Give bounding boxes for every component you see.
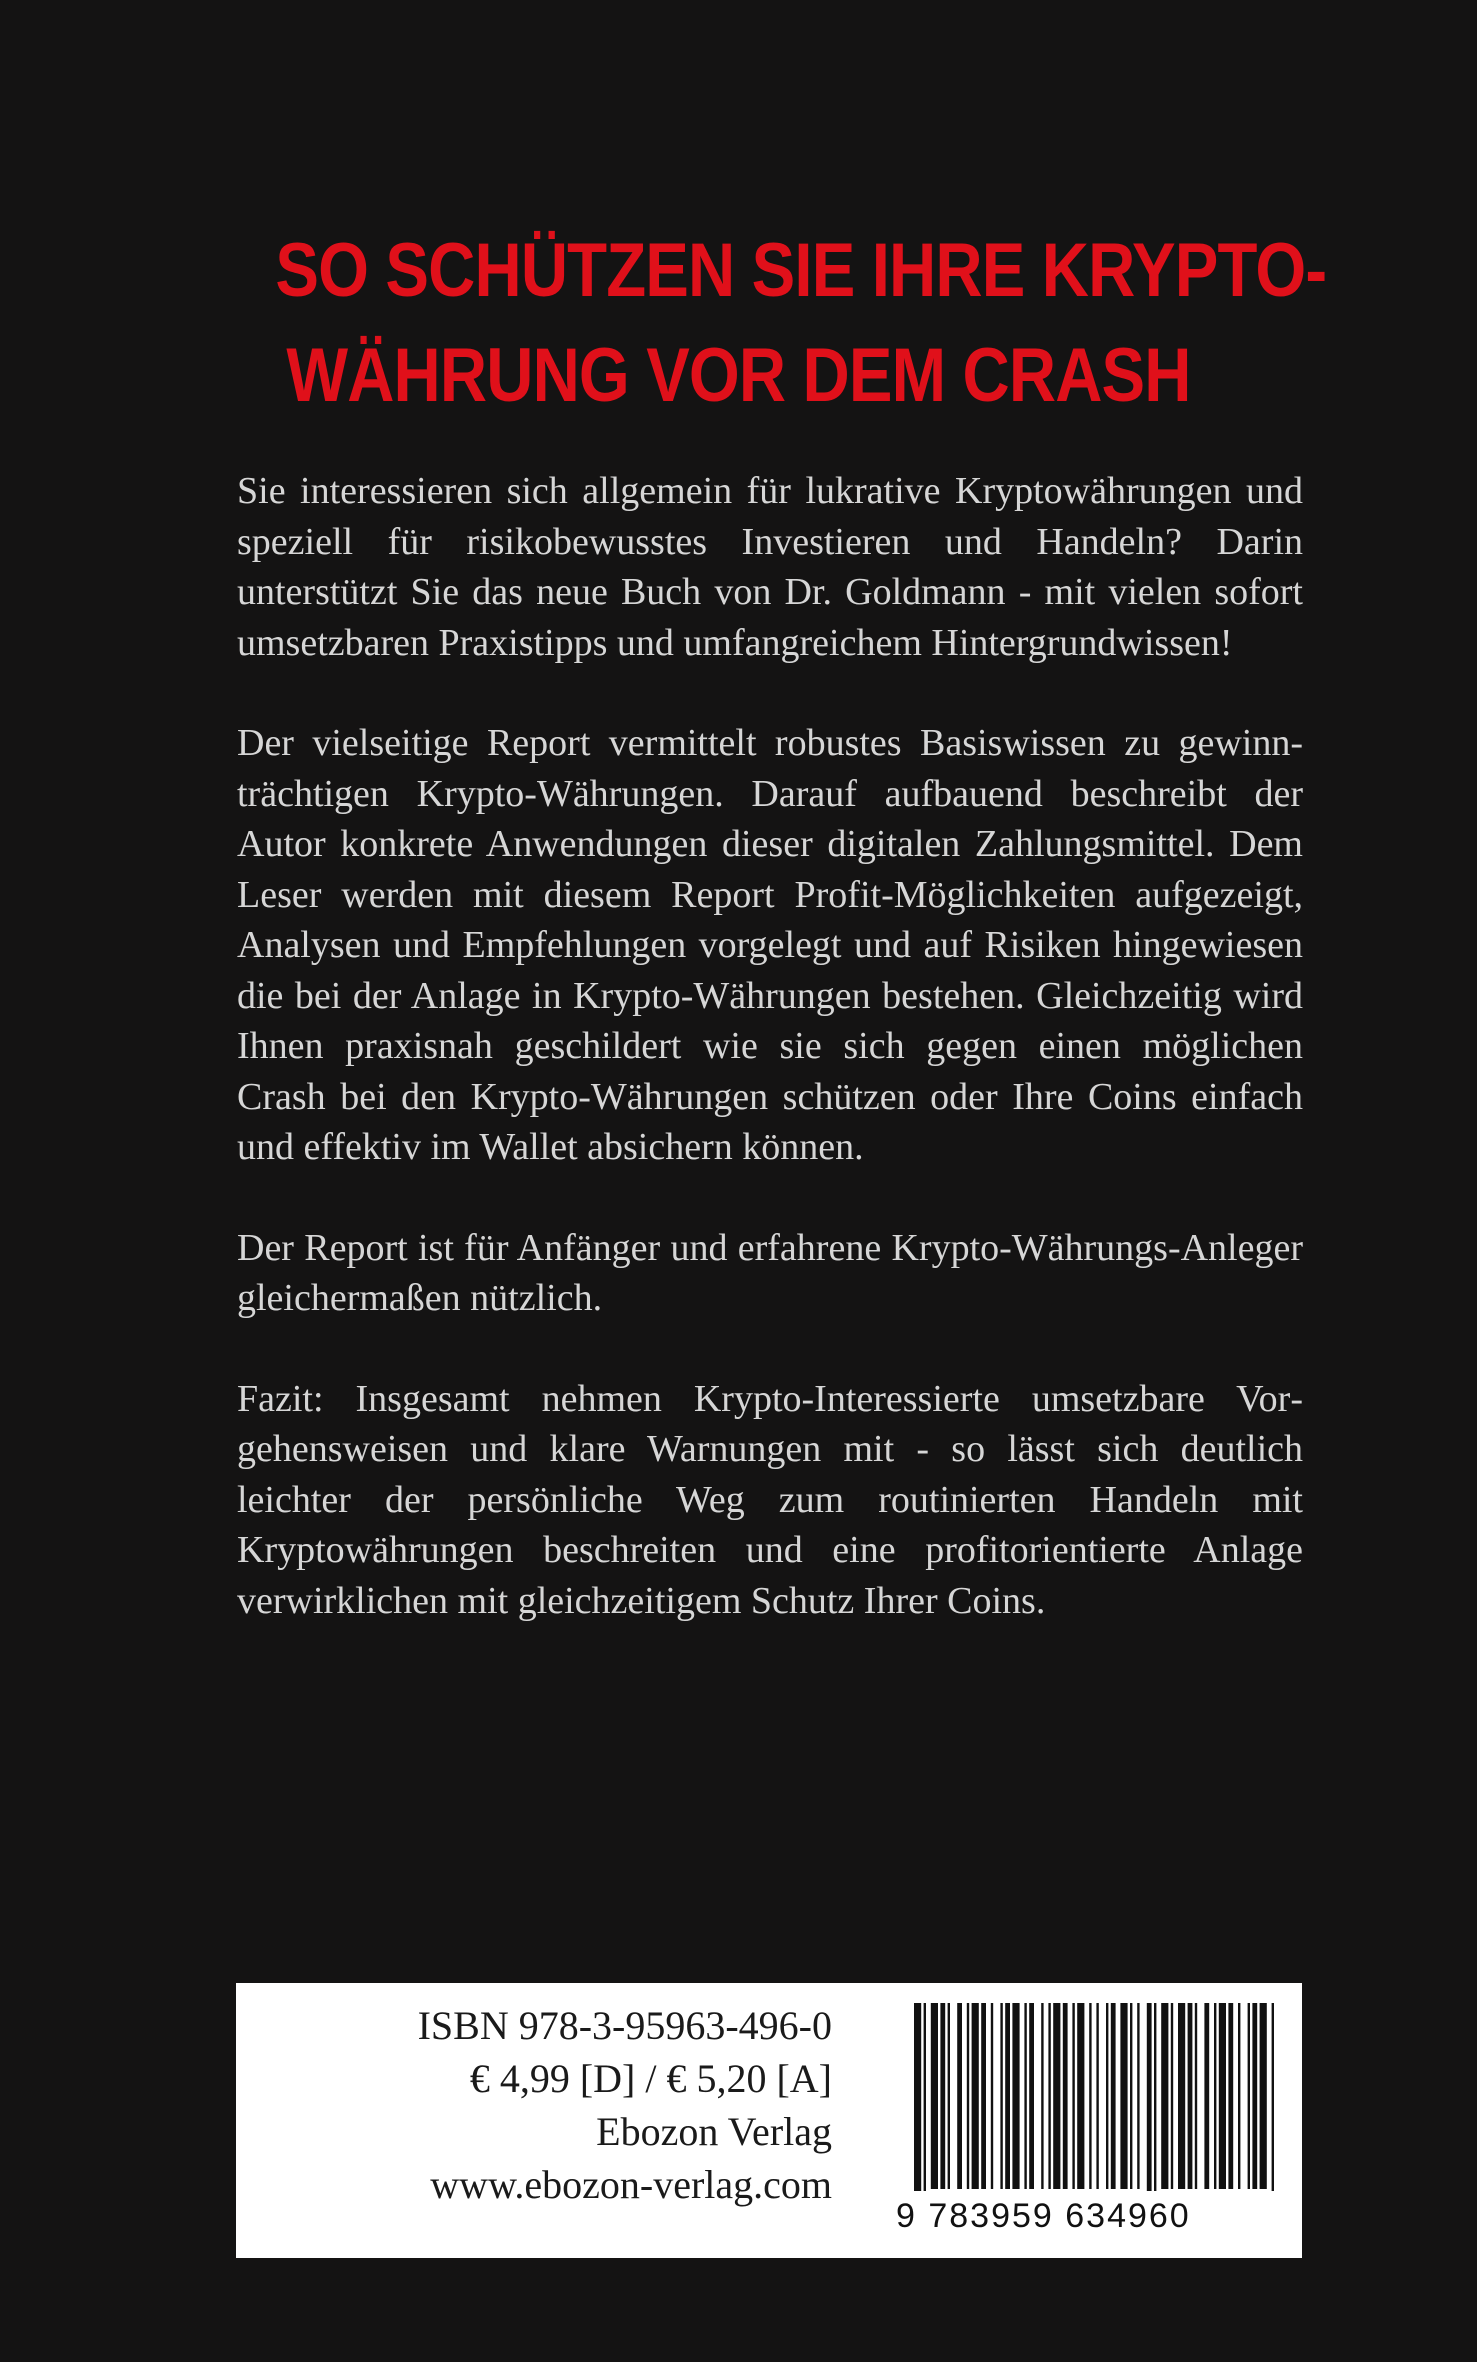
barcode-bar [981,2003,986,2189]
barcode-digits: 9 783959 634960 [896,2191,1282,2241]
paragraph-report: Der vielseitige Report vermittelt robustes Basiswissen zu gewinnträchtigen Krypto-Währungen. Darauf aufbauend beschreibt der Autor konkrete Anwendungen dieser digitalen Zahlungsmittel. Dem Leser werden mit diesem Report Profit-Möglichkeiten aufgezeigt, Analysen und Empfehlungen vorgelegt und auf Risiken hingewiesen die bei der Anlage in Krypto-Währungen bestehen. Gleichzeitig wird Ihnen praxisnah geschildert wie sie sich gegen einen möglichen Crash bei den Krypto-Währungen schützen oder Ihre Coins einfach und effektiv im Wallet absichern können. [237,722,1303,1168]
barcode-bar [967,2003,969,2189]
barcode-bar [1041,2003,1043,2189]
barcode-bar [1195,2003,1197,2189]
barcode-bar [1077,2003,1084,2189]
barcode-bar [1072,2003,1074,2189]
barcode-bar [1252,2003,1257,2189]
blurb [237,466,1303,1676]
barcode-bar [1248,2003,1250,2189]
publication-info [418,1999,832,2211]
price: € 4,99 [D] / € 5,20 [A] [469,2056,832,2101]
barcode-bar [1204,2003,1209,2189]
barcode-bar [931,2003,938,2189]
barcode-bar [1096,2003,1098,2189]
barcode-bar [1053,2003,1060,2189]
headline [275,218,1327,428]
headline-line-2: WÄHRUNG VOR DEM CRASH [286,333,1191,418]
barcode-bar [1063,2003,1068,2189]
paragraph-conclusion: Fazit: Insgesamt nehmen Krypto-Interessierte umsetzbare Vorgehensweisen und klare Warnungen mit - so lässt sich deutlich leichter der persönliche Weg zum routinierten Handeln mit Kryptowährungen beschreiten und eine profitorientierte Anlage verwirklichen mit gleichzeitigem Schutz Ihrer Coins. [237,1377,1303,1622]
barcode-bar [940,2003,945,2189]
barcode-bar [1219,2003,1226,2189]
headline-line-1: SO SCHÜTZEN SIE IHRE KRYPTO- [275,228,1327,313]
barcode-bar [948,2003,950,2189]
barcode-bar [1111,2003,1116,2189]
barcode-bar [1048,2003,1050,2189]
website: www.ebozon-verlag.com [430,2162,832,2207]
barcode-bar [1120,2003,1127,2189]
paragraph-intro: Sie interessieren sich allgemein für lukrative Kryptowährungen und speziell für risikobewusstes Investieren und Handeln? Darin unterstützt Sie das neue Buch von Dr. Goldmann - mit vielen sofort umsetzbaren Praxistipps und umfangreichem Hintergrundwissen! [237,470,1303,664]
barcode-bar [1161,2003,1168,2189]
barcode-bar [1228,2003,1233,2189]
barcode-bar [1178,2003,1185,2189]
barcode-bar [1171,2003,1173,2189]
barcode-bar [957,2003,962,2189]
barcode-bar [1260,2003,1267,2189]
barcode-bar [1024,2003,1026,2189]
barcode-bar [1137,2003,1139,2189]
barcode-bar [1214,2003,1216,2189]
barcode-bar [1000,2003,1002,2189]
barcode-bar [1130,2003,1132,2189]
barcode-bar [991,2003,993,2189]
publisher: Ebozon Verlag [596,2109,832,2154]
barcode-panel [236,1983,1302,2258]
barcode-bar [972,2003,979,2189]
paragraph-audience: Der Report ist für Anfänger und erfahrene Krypto-Währungs-Anleger gleichermaßen nützlich. [237,1226,1303,1319]
isbn: ISBN 978-3-95963-496-0 [417,2003,832,2048]
barcode-bar [1005,2003,1010,2189]
barcode-bar [1089,2003,1091,2189]
barcode-bar [1029,2003,1034,2189]
barcode-bar [1106,2003,1108,2189]
barcode-bar [1238,2003,1240,2189]
barcode-bar [1012,2003,1019,2189]
barcode-bar [1188,2003,1193,2189]
